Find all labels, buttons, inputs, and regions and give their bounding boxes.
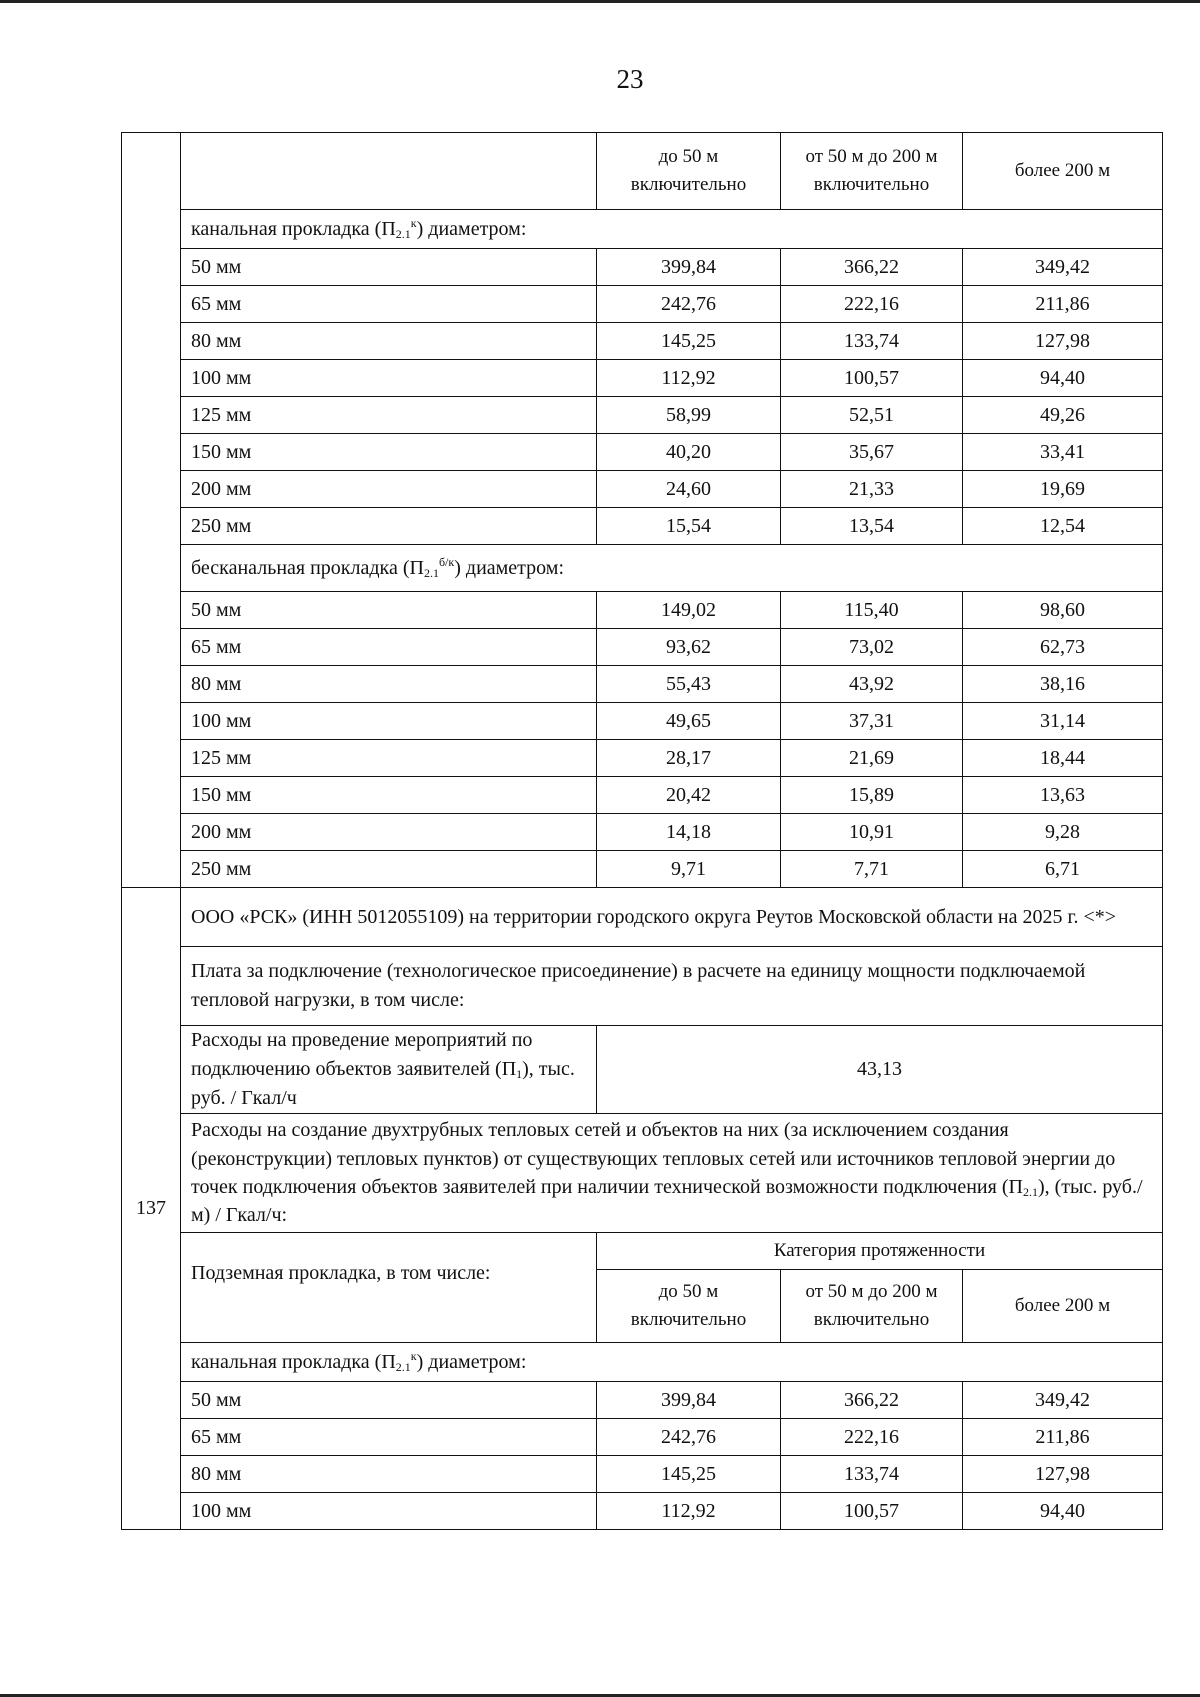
diameter-cell xyxy=(181,471,597,508)
value: 19,69 xyxy=(1040,477,1085,500)
value-cell-3 xyxy=(963,777,1163,814)
value: 100,57 xyxy=(844,1499,899,1522)
fee-description-text: Плата за подключение (технологическое присоединение) в расчете на единицу мощности подключаемой тепловой нагрузки, в том числе: xyxy=(191,960,1086,1011)
header-line: более 200 м xyxy=(1014,160,1111,182)
diameter-label: 80 мм xyxy=(191,329,242,352)
value: 62,73 xyxy=(1040,635,1085,658)
value: 349,42 xyxy=(1035,255,1090,278)
channelless-laying-label xyxy=(181,545,1163,592)
diameter-cell xyxy=(181,360,597,397)
value-cell-2 xyxy=(781,471,963,508)
channel-row xyxy=(122,434,1163,471)
value: 9,28 xyxy=(1045,820,1080,843)
value: 149,02 xyxy=(661,598,716,621)
value: 242,76 xyxy=(661,1425,716,1448)
value: 35,67 xyxy=(849,440,894,463)
channel-row xyxy=(122,471,1163,508)
entry-137-title-row xyxy=(122,888,1163,947)
diameter-cell xyxy=(181,397,597,434)
value: 18,44 xyxy=(1040,746,1085,769)
value: 73,02 xyxy=(849,635,894,658)
channel-laying-label-row xyxy=(122,210,1163,249)
value-cell-1 xyxy=(597,851,781,888)
value: 112,92 xyxy=(661,366,716,389)
value: 133,74 xyxy=(844,1462,899,1485)
value: 15,89 xyxy=(849,783,894,806)
value: 399,84 xyxy=(661,255,716,278)
value: 10,91 xyxy=(849,820,894,843)
value-cell-3 xyxy=(963,508,1163,545)
diameter-cell xyxy=(181,249,597,286)
value: 115,40 xyxy=(844,598,899,621)
value: 21,69 xyxy=(849,746,894,769)
value: 222,16 xyxy=(844,292,899,315)
diameter-cell xyxy=(181,323,597,360)
header-line: включительно xyxy=(630,1309,747,1330)
value-cell-2 xyxy=(781,1493,963,1530)
value-cell-3 xyxy=(963,814,1163,851)
header-line: более 200 м xyxy=(1014,1295,1111,1317)
label-subscript: 1 xyxy=(516,1067,523,1081)
channelless-row xyxy=(122,740,1163,777)
diameter-cell xyxy=(181,1493,597,1530)
diameter-label: 50 мм xyxy=(191,255,242,278)
category-header-row xyxy=(122,1233,1163,1270)
label-superscript: к xyxy=(410,215,417,230)
value: 6,71 xyxy=(1045,857,1080,880)
label-text: ) диаметром: xyxy=(416,217,527,240)
value: 9,71 xyxy=(671,857,706,880)
label-subscript: 2.1 xyxy=(395,226,411,241)
label-subscript: 2.1 xyxy=(1022,1185,1038,1199)
value: 366,22 xyxy=(844,1388,899,1411)
value: 242,76 xyxy=(661,292,716,315)
label-text: канальная прокладка (П xyxy=(191,217,396,240)
label-text: ) диаметром: xyxy=(454,556,564,579)
diameter-label: 100 мм xyxy=(191,366,252,389)
value-cell-2 xyxy=(781,851,963,888)
value-cell-1 xyxy=(597,1419,781,1456)
value-cell-2 xyxy=(781,1419,963,1456)
p1-row xyxy=(122,1026,1163,1114)
value-cell-3 xyxy=(963,592,1163,629)
label-text: Расходы на создание двухтрубных тепловых сетей и объектов на них (за исключением создания (реконструкции) тепловых пунктов) от существующих тепловых сетей или источников тепловой энергии до точек подключения объектов заявителей при наличии технической возможности подключения (П xyxy=(191,1119,1116,1198)
page-number: 23 xyxy=(616,64,644,94)
channelless-row xyxy=(122,629,1163,666)
diameter-label: 65 мм xyxy=(191,292,242,315)
label-superscript: б/к xyxy=(438,554,455,569)
value-cell-3 xyxy=(963,629,1163,666)
channel-row xyxy=(122,508,1163,545)
channelless-row xyxy=(122,666,1163,703)
value-cell-2 xyxy=(781,1382,963,1419)
label-text: ), (тыс. руб./м) / Гкал/ч: xyxy=(191,1176,1143,1227)
value-cell-1 xyxy=(597,629,781,666)
value-cell-3 xyxy=(963,323,1163,360)
channel-laying-label-row xyxy=(122,1343,1163,1382)
underground-label-text: Подземная прокладка, в том числе: xyxy=(191,1262,491,1284)
value: 28,17 xyxy=(666,746,711,769)
entry-title-text: ООО «РСК» (ИНН 5012055109) на территории городского округа Реутов Московской области на 2025 г. <*> xyxy=(191,905,1116,928)
value-cell-3 xyxy=(963,471,1163,508)
header-line: включительно xyxy=(630,174,747,195)
value-cell-1 xyxy=(597,323,781,360)
diameter-label: 200 мм xyxy=(191,477,252,500)
header-line: до 50 м xyxy=(658,1281,719,1303)
value-cell-1 xyxy=(597,777,781,814)
value-cell-2 xyxy=(781,434,963,471)
diameter-cell xyxy=(181,814,597,851)
value: 31,14 xyxy=(1040,709,1085,732)
value-cell-2 xyxy=(781,740,963,777)
value-cell-3 xyxy=(963,1382,1163,1419)
value-cell-1 xyxy=(597,249,781,286)
header-blank-cell xyxy=(181,133,597,210)
fee-description xyxy=(181,947,1163,1026)
channel-row xyxy=(122,397,1163,434)
value-cell-2 xyxy=(781,629,963,666)
value: 12,54 xyxy=(1040,514,1085,537)
channel-laying-label xyxy=(181,1343,1163,1382)
value-cell-3 xyxy=(963,851,1163,888)
value-cell-1 xyxy=(597,1382,781,1419)
p1-label xyxy=(181,1026,597,1114)
channelless-laying-label-row xyxy=(122,545,1163,592)
value: 211,86 xyxy=(1035,292,1090,315)
value: 24,60 xyxy=(666,477,711,500)
value: 133,74 xyxy=(844,329,899,352)
value: 15,54 xyxy=(666,514,711,537)
diameter-cell xyxy=(181,286,597,323)
diameter-label: 100 мм xyxy=(191,709,252,732)
diameter-label: 125 мм xyxy=(191,746,252,769)
value-cell-3 xyxy=(963,1419,1163,1456)
label-text: ), тыс. руб. / Гкал/ч xyxy=(191,1058,575,1109)
diameter-cell xyxy=(181,434,597,471)
header-line: до 50 м xyxy=(658,146,719,168)
diameter-cell xyxy=(181,629,597,666)
value-cell-1 xyxy=(597,740,781,777)
header-up-to-50 xyxy=(597,1270,781,1343)
prev-entry-number-cell xyxy=(122,133,181,888)
value-cell-2 xyxy=(781,814,963,851)
value: 37,31 xyxy=(849,709,894,732)
diameter-cell xyxy=(181,666,597,703)
label-text: ) диаметром: xyxy=(416,1350,527,1373)
value-cell-3 xyxy=(963,434,1163,471)
entry-title xyxy=(181,888,1163,947)
top-border-line xyxy=(0,0,1200,3)
value: 211,86 xyxy=(1035,1425,1090,1448)
value: 94,40 xyxy=(1040,1499,1085,1522)
column-header-row xyxy=(122,133,1163,210)
tariff-table xyxy=(121,132,1163,1530)
header-over-200 xyxy=(963,1270,1163,1343)
label-subscript: 2.1 xyxy=(395,1359,411,1374)
value-cell-2 xyxy=(781,592,963,629)
value-cell-1 xyxy=(597,397,781,434)
value: 49,26 xyxy=(1040,403,1085,426)
diameter-label: 150 мм xyxy=(191,783,252,806)
category-header-text: Категория протяженности xyxy=(773,1240,986,1262)
value-cell-1 xyxy=(597,703,781,740)
diameter-cell xyxy=(181,1382,597,1419)
label-text: бесканальная прокладка (П xyxy=(191,556,424,579)
value-cell-1 xyxy=(597,434,781,471)
value: 145,25 xyxy=(661,329,716,352)
diameter-label: 150 мм xyxy=(191,440,252,463)
channelless-row xyxy=(122,777,1163,814)
diameter-cell xyxy=(181,740,597,777)
p21-description xyxy=(181,1114,1163,1233)
value: 222,16 xyxy=(844,1425,899,1448)
entry-number-cell xyxy=(122,888,181,1530)
value: 55,43 xyxy=(666,672,711,695)
value: 20,42 xyxy=(666,783,711,806)
label-superscript: к xyxy=(410,1348,417,1363)
channel-row xyxy=(122,1382,1163,1419)
diameter-label: 65 мм xyxy=(191,635,242,658)
value-cell-2 xyxy=(781,286,963,323)
value: 52,51 xyxy=(849,403,894,426)
value-cell-2 xyxy=(781,666,963,703)
value: 21,33 xyxy=(849,477,894,500)
value: 98,60 xyxy=(1040,598,1085,621)
value: 93,62 xyxy=(666,635,711,658)
header-50-to-200 xyxy=(781,1270,963,1343)
channel-row xyxy=(122,323,1163,360)
header-over-200 xyxy=(963,133,1163,210)
diameter-cell xyxy=(181,851,597,888)
value-cell-2 xyxy=(781,397,963,434)
channel-row xyxy=(122,286,1163,323)
value: 366,22 xyxy=(844,255,899,278)
value-cell-3 xyxy=(963,1493,1163,1530)
channel-row xyxy=(122,249,1163,286)
value: 7,71 xyxy=(854,857,889,880)
value-cell-3 xyxy=(963,703,1163,740)
value-cell-1 xyxy=(597,814,781,851)
diameter-label: 80 мм xyxy=(191,1462,242,1485)
value: 43,92 xyxy=(849,672,894,695)
header-line: включительно xyxy=(813,1309,930,1330)
diameter-cell xyxy=(181,508,597,545)
header-line: от 50 м до 200 м xyxy=(805,146,938,168)
value-cell-1 xyxy=(597,508,781,545)
diameter-label: 65 мм xyxy=(191,1425,242,1448)
value: 127,98 xyxy=(1035,1462,1090,1485)
value-cell-2 xyxy=(781,777,963,814)
label-text: Расходы на проведение мероприятий по подключению объектов заявителей (П xyxy=(191,1029,533,1080)
value: 40,20 xyxy=(666,440,711,463)
channelless-row xyxy=(122,851,1163,888)
value: 100,57 xyxy=(844,366,899,389)
diameter-cell xyxy=(181,703,597,740)
p1-value-text: 43,13 xyxy=(857,1058,902,1080)
value: 399,84 xyxy=(661,1388,716,1411)
diameter-cell xyxy=(181,592,597,629)
value-cell-3 xyxy=(963,360,1163,397)
channel-row xyxy=(122,1493,1163,1530)
label-text: канальная прокладка (П xyxy=(191,1350,396,1373)
value: 14,18 xyxy=(666,820,711,843)
entry-number: 137 xyxy=(136,1197,166,1219)
p21-description-row xyxy=(122,1114,1163,1233)
value-cell-2 xyxy=(781,1456,963,1493)
value-cell-3 xyxy=(963,286,1163,323)
value-cell-1 xyxy=(597,1456,781,1493)
value-cell-1 xyxy=(597,471,781,508)
value: 38,16 xyxy=(1040,672,1085,695)
value: 94,40 xyxy=(1040,366,1085,389)
underground-label xyxy=(181,1233,597,1343)
value: 49,65 xyxy=(666,709,711,732)
value-cell-1 xyxy=(597,666,781,703)
value: 112,92 xyxy=(661,1499,716,1522)
diameter-cell xyxy=(181,777,597,814)
channelless-row xyxy=(122,814,1163,851)
fee-description-row xyxy=(122,947,1163,1026)
diameter-label: 250 мм xyxy=(191,514,252,537)
header-line: от 50 м до 200 м xyxy=(805,1281,938,1303)
diameter-cell xyxy=(181,1419,597,1456)
tariff-table-body xyxy=(122,133,1163,1530)
channel-row xyxy=(122,360,1163,397)
channelless-row xyxy=(122,592,1163,629)
value: 145,25 xyxy=(661,1462,716,1485)
diameter-label: 100 мм xyxy=(191,1499,252,1522)
value-cell-1 xyxy=(597,286,781,323)
channel-laying-label xyxy=(181,210,1163,249)
value: 13,54 xyxy=(849,514,894,537)
header-up-to-50 xyxy=(597,133,781,210)
value-cell-3 xyxy=(963,397,1163,434)
value: 349,42 xyxy=(1035,1388,1090,1411)
header-line: включительно xyxy=(813,174,930,195)
diameter-cell xyxy=(181,1456,597,1493)
diameter-label: 80 мм xyxy=(191,672,242,695)
diameter-label: 125 мм xyxy=(191,403,252,426)
value-cell-3 xyxy=(963,1456,1163,1493)
diameter-label: 50 мм xyxy=(191,1388,242,1411)
value-cell-1 xyxy=(597,360,781,397)
diameter-label: 200 мм xyxy=(191,820,252,843)
value: 58,99 xyxy=(666,403,711,426)
channelless-row xyxy=(122,703,1163,740)
value-cell-3 xyxy=(963,249,1163,286)
value-cell-3 xyxy=(963,740,1163,777)
value-cell-2 xyxy=(781,360,963,397)
diameter-label: 50 мм xyxy=(191,598,242,621)
label-subscript: 2.1 xyxy=(423,565,439,580)
value: 33,41 xyxy=(1040,440,1085,463)
channel-row xyxy=(122,1419,1163,1456)
header-50-to-200 xyxy=(781,133,963,210)
channel-row xyxy=(122,1456,1163,1493)
value: 13,63 xyxy=(1040,783,1085,806)
value-cell-1 xyxy=(597,592,781,629)
p1-value xyxy=(597,1026,1163,1114)
value-cell-1 xyxy=(597,1493,781,1530)
value-cell-2 xyxy=(781,703,963,740)
value: 127,98 xyxy=(1035,329,1090,352)
value-cell-2 xyxy=(781,249,963,286)
value-cell-3 xyxy=(963,666,1163,703)
value-cell-2 xyxy=(781,508,963,545)
category-header xyxy=(597,1233,1163,1270)
value-cell-2 xyxy=(781,323,963,360)
diameter-label: 250 мм xyxy=(191,857,252,880)
